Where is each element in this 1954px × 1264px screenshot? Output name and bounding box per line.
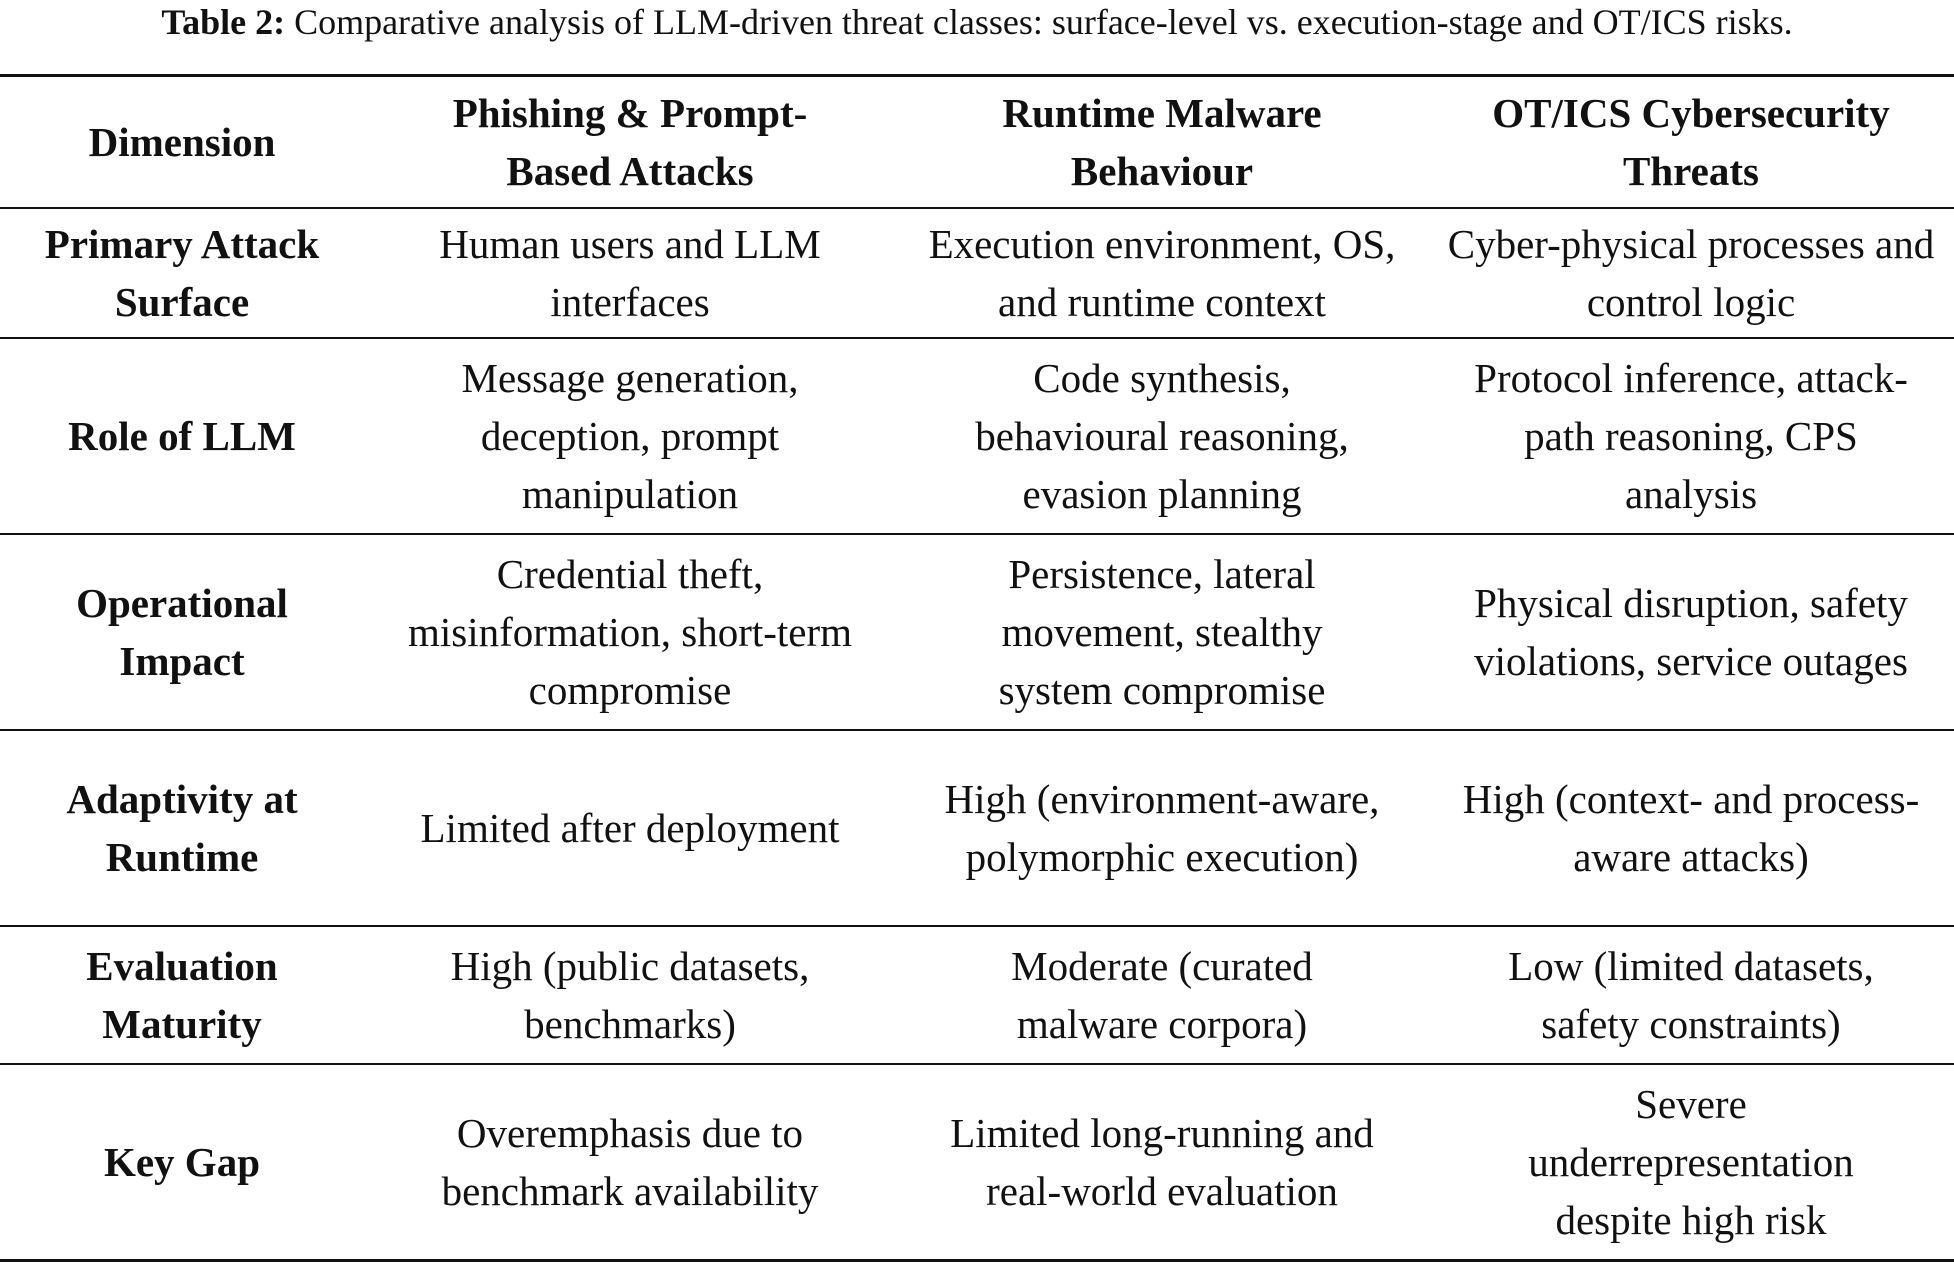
table-caption-text: Comparative analysis of LLM-driven threat classes: surface-level vs. execution-stage and OT/ICS risks. [294,2,1793,42]
row-dimension [0,534,364,730]
row-dimension [0,208,364,338]
row-dimension-text: Evaluation Maturity [86,942,278,1047]
row-dimension-text: Adaptivity at Runtime [66,775,298,880]
header-phishing [364,76,896,208]
row-dimension-text: Key Gap [103,1138,261,1185]
cell-malware [896,1064,1428,1261]
table-row [0,926,1954,1064]
table-caption [0,0,1954,50]
cell-otics-text: High (context- and process-aware attacks) [1462,775,1920,880]
table-header-row [0,76,1954,208]
comparison-table [0,74,1954,1262]
cell-phishing-text: Credential theft, misinformation, short-term compromise [407,550,853,713]
table-row [0,730,1954,926]
cell-otics [1428,730,1954,926]
cell-malware-text: Limited long-running and real-world evaluation [950,1109,1374,1214]
table-row [0,1064,1954,1261]
row-dimension [0,1064,364,1261]
cell-otics [1428,534,1954,730]
row-dimension [0,926,364,1064]
header-malware-text: Runtime Malware Behaviour [1002,89,1322,194]
row-dimension [0,338,364,534]
cell-phishing [364,926,896,1064]
cell-malware [896,208,1428,338]
cell-phishing-text: Message generation, deception, prompt manipulation [461,354,799,517]
cell-phishing [364,730,896,926]
cell-malware-text: Persistence, lateral movement, stealthy system compromise [998,550,1326,713]
header-malware [896,76,1428,208]
cell-malware-text: Code synthesis, behavioural reasoning, evasion planning [975,354,1349,517]
cell-otics-text: Cyber-physical processes and control logic [1447,220,1935,325]
header-dimension: Dimension [88,118,276,165]
cell-otics-text: Physical disruption, safety violations, service outages [1474,579,1908,684]
cell-otics [1428,926,1954,1064]
cell-malware [896,926,1428,1064]
row-dimension [0,730,364,926]
cell-phishing-text: High (public datasets, benchmarks) [450,942,810,1047]
row-dimension-text: Role of LLM [68,412,296,459]
cell-otics [1428,338,1954,534]
header-phishing-text: Phishing & Prompt-Based Attacks [452,89,808,194]
cell-phishing-text: Human users and LLM interfaces [439,220,821,325]
cell-malware [896,534,1428,730]
cell-phishing-text: Overemphasis due to benchmark availability [441,1109,819,1214]
cell-otics-text: Low (limited datasets, safety constraints) [1508,942,1874,1047]
table-row [0,534,1954,730]
cell-phishing-text: Limited after deployment [420,804,840,851]
table-row [0,208,1954,338]
cell-otics-text: Severe underrepresentation despite high risk [1528,1080,1854,1243]
header-otics-text: OT/ICS Cybersecurity Threats [1492,89,1890,194]
cell-otics-text: Protocol inference, attack-path reasoning, CPS analysis [1474,354,1908,517]
row-dimension-text: Operational Impact [76,579,288,684]
cell-malware-text: High (environment-aware, polymorphic execution) [944,775,1380,880]
cell-malware-text: Moderate (curated malware corpora) [1011,942,1313,1047]
header-otics [1428,76,1954,208]
cell-phishing [364,208,896,338]
cell-phishing [364,534,896,730]
table-row [0,338,1954,534]
cell-malware-text: Execution environment, OS, and runtime context [928,220,1396,325]
cell-phishing [364,1064,896,1261]
cell-otics [1428,1064,1954,1261]
cell-malware [896,730,1428,926]
cell-malware [896,338,1428,534]
row-dimension-text: Primary Attack Surface [44,220,320,325]
cell-otics [1428,208,1954,338]
table-caption-label: Table 2: [161,2,286,42]
cell-phishing [364,338,896,534]
